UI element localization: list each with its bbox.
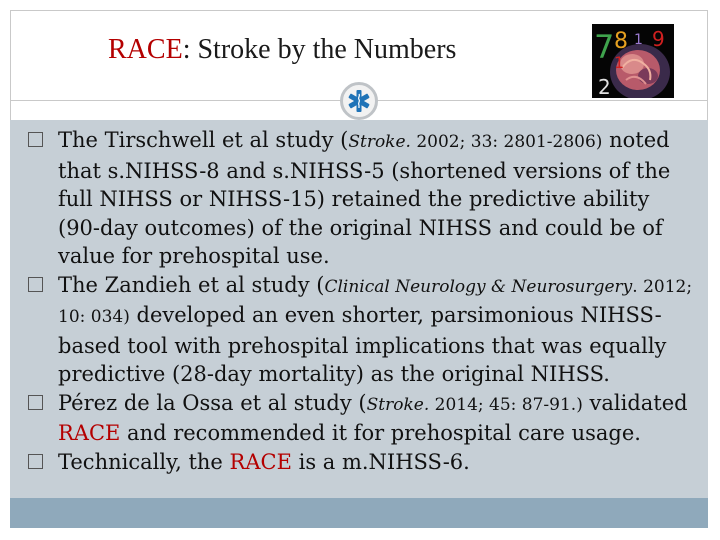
bullet-text: The Zandieh et al study ( bbox=[58, 272, 325, 297]
brain-numbers-image bbox=[592, 24, 674, 98]
bullet-item-technically bbox=[28, 448, 696, 477]
citation-journal: Clinical Neurology & Neurosurgery bbox=[324, 276, 633, 297]
corner-digit-6: 1 bbox=[614, 53, 625, 72]
square-bullet-icon bbox=[28, 395, 43, 410]
title-accent: RACE bbox=[108, 34, 183, 65]
corner-digit-4: 9 bbox=[652, 27, 665, 51]
square-bullet-icon bbox=[28, 277, 43, 292]
citation-details: 2002; 33: 2801-2806) bbox=[410, 132, 603, 152]
corner-digit-1: 7 bbox=[594, 28, 615, 66]
citation-journal: Stroke. bbox=[366, 394, 430, 415]
footer-bar bbox=[10, 498, 708, 528]
bullet-list bbox=[28, 126, 696, 476]
title-rest: : Stroke by the Numbers bbox=[182, 34, 457, 65]
bullet-text: The Tirschwell et al study ( bbox=[58, 128, 349, 152]
bullet-text: Technically, the bbox=[58, 449, 230, 474]
bullet-text: validated bbox=[582, 390, 688, 415]
bullet-text: developed an even shorter, parsimonious NIHSS-based tool with prehospital implications that was equally predictive (28-day mortality) as the original NIHSS. bbox=[58, 303, 667, 386]
square-bullet-icon bbox=[28, 132, 43, 147]
bullet-item-zandieh bbox=[28, 271, 696, 389]
bullet-text: and recommended it for prehospital care usage. bbox=[120, 421, 641, 445]
slide-title bbox=[108, 34, 456, 66]
bullet-text: Pérez de la Ossa et al study ( bbox=[58, 390, 367, 415]
bullet-text: is a m.NIHSS-6. bbox=[291, 449, 470, 474]
corner-digit-5: 2 bbox=[598, 75, 611, 98]
citation-journal: Stroke. bbox=[348, 132, 411, 152]
race-highlight: RACE bbox=[229, 449, 292, 474]
star-of-life-icon bbox=[340, 82, 378, 120]
citation-details: . 2012; 10: 034) bbox=[58, 276, 693, 327]
corner-digit-2: 8 bbox=[614, 29, 628, 54]
square-bullet-icon bbox=[28, 454, 43, 469]
citation-details: 2014; 45: 87-91.) bbox=[429, 394, 583, 415]
bullet-item-tirschwell bbox=[28, 126, 696, 271]
bullet-text: noted that s.NIHSS-8 and s.NIHSS-5 (shortened versions of the full NIHSS or NIHSS-15) retained the predictive ability (90-day outcomes) of the original NIHSS and could be of value for prehospital use. bbox=[58, 128, 671, 268]
bullet-item-perez bbox=[28, 389, 696, 448]
corner-digit-3: 1 bbox=[634, 32, 643, 48]
race-highlight: RACE bbox=[58, 421, 121, 445]
